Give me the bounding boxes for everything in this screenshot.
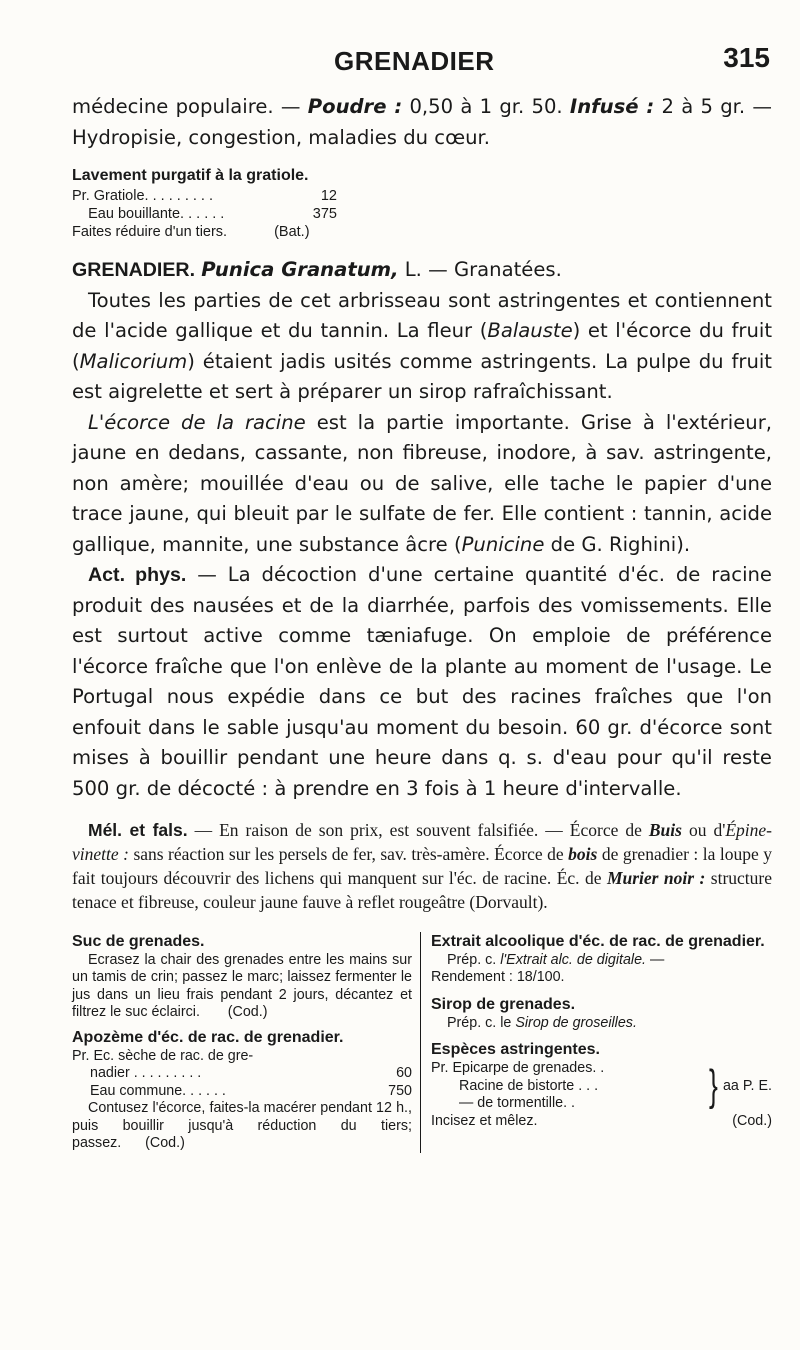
suc-text: Ecrasez la chair des grenades entre les mains sur un tamis de crin; passez le marc; laissez fermenter le jus dans un lieu frais pendant 2 jours, décantez et filtrez le suc éclairci. (Cod.) [72,951,412,1020]
adulteration-paragraph: Mél. et fals. — En raison de son prix, est souvent falsifiée. — Écorce de Buis ou d'Épine-vinette : sans réaction sur les persels de fer, sav. très-amère. Écorce de bois de grenadier : la loupe y fait toujours découvrir des lichens qui manquent sur l'éc. de racine. Éc. de Murier noir : structure tenace et fibreuse, couleur jaune fauve à reflet rougeâtre (Dorvault). [72,820,773,912]
sirop-prep: Prép. c. le Sirop de groseilles. [447,1014,637,1031]
especes-quantity: aa P. E. [722,1077,772,1094]
running-header [72,40,772,92]
preparations-columns [72,932,772,1153]
especes-item: — de tormentille. . [459,1095,576,1111]
lavement-recipe [72,167,772,241]
extrait-title: Extrait alcoolique d'éc. de rac. de grenadier. [431,932,765,950]
grenadier-entry [72,255,772,804]
intro-paragraph: médecine populaire. — Poudre : 0,50 à 1 gr. 50. Infusé : 2 à 5 gr. — Hydropisie, congestion, maladies du cœur. [72,95,773,149]
apozeme-text: Contusez l'écorce, faites-la macérer pendant 12 h., puis bouillir jusqu'à réduction du tiers; passez. (Cod.) [72,1100,412,1151]
description-paragraph: Toutes les parties de cet arbrisseau sont astringentes et contiennent de l'acide gallique et du tannin. La fleur (Balauste) et l'écorce du fruit (Malicorium) étaient jadis usités comme astringents. La pulpe du fruit est aigrelette et sert à préparer un sirop rafraîchissant. [72,288,772,403]
book-page [72,40,772,1153]
apozeme-title: Apozème d'éc. de rac. de grenadier. [72,1028,344,1046]
physiological-action-paragraph: Act. phys. — La décoction d'une certaine quantité d'éc. de racine produit des nausées et de la diarrhée, parfois des vomissements. Elle est surtout active comme tæniafuge. On emploie de préférence l'écorce fraîche que l'on enlève de la plante au moment de l'usage. Le Portugal nous expédie dans ce but des racines fraîches que l'on enfouit dans le sable jusqu'au moment du besoin. 60 gr. d'écorce sont mises à bouillir pendant une heure dans q. s. d'eau pour qu'il reste 500 gr. de décocté : à prendre en 3 fois à 1 heure d'intervalle. [72,563,772,800]
right-column [420,932,772,1153]
brace-symbol: } [709,1061,719,1111]
especes-recipe [431,1060,772,1113]
sirop-title: Sirop de grenades. [431,995,576,1013]
especes-title: Espèces astringentes. [431,1041,600,1058]
running-title: GRENADIER [334,46,495,76]
extrait-rendement: Rendement : 18/100. [431,969,565,985]
recipe-row: Eau bouillante. . . . . . 375 [72,206,337,222]
apozeme-row: Eau commune. . . . . . 750 [90,1082,412,1099]
left-column [72,932,420,1153]
root-bark-paragraph: L'écorce de la racine est la partie importante. Grise à l'extérieur, jaune en dedans, cassante, non fibreuse, inodore, à sav. astringente, non amère; mouillée d'eau ou de salive, elle tache le papier d'une trace jaune, qui bleuit par le sulfate de fer. Elle contient : tannin, acide gallique, mannite, une substance âcre (Punicine de G. Righini). [72,410,772,556]
recipe-row: Pr. Gratiole. . . . . . . . . 12 [72,188,337,204]
especes-footer: Incisez et mêlez. (Cod.) [431,1112,772,1129]
apozeme-row: Pr. Ec. sèche de rac. de gre- [72,1047,254,1064]
lavement-title: Lavement purgatif à la gratiole. [72,167,309,184]
page-number: 315 [723,42,770,73]
especes-item: Pr. Epicarpe de grenades. . [431,1060,605,1076]
extrait-prep: Prép. c. l'Extrait alc. de digitale. — [447,951,665,968]
entry-heading: GRENADIER. Punica Granatum, L. — Granatées. [72,258,562,281]
apozeme-row: nadier . . . . . . . . . 60 [90,1065,412,1081]
recipe-footer: Faites réduire d'un tiers. (Bat.) [72,224,310,240]
especes-item: Racine de bistorte . . . [459,1077,599,1094]
suc-title: Suc de grenades. [72,932,205,950]
